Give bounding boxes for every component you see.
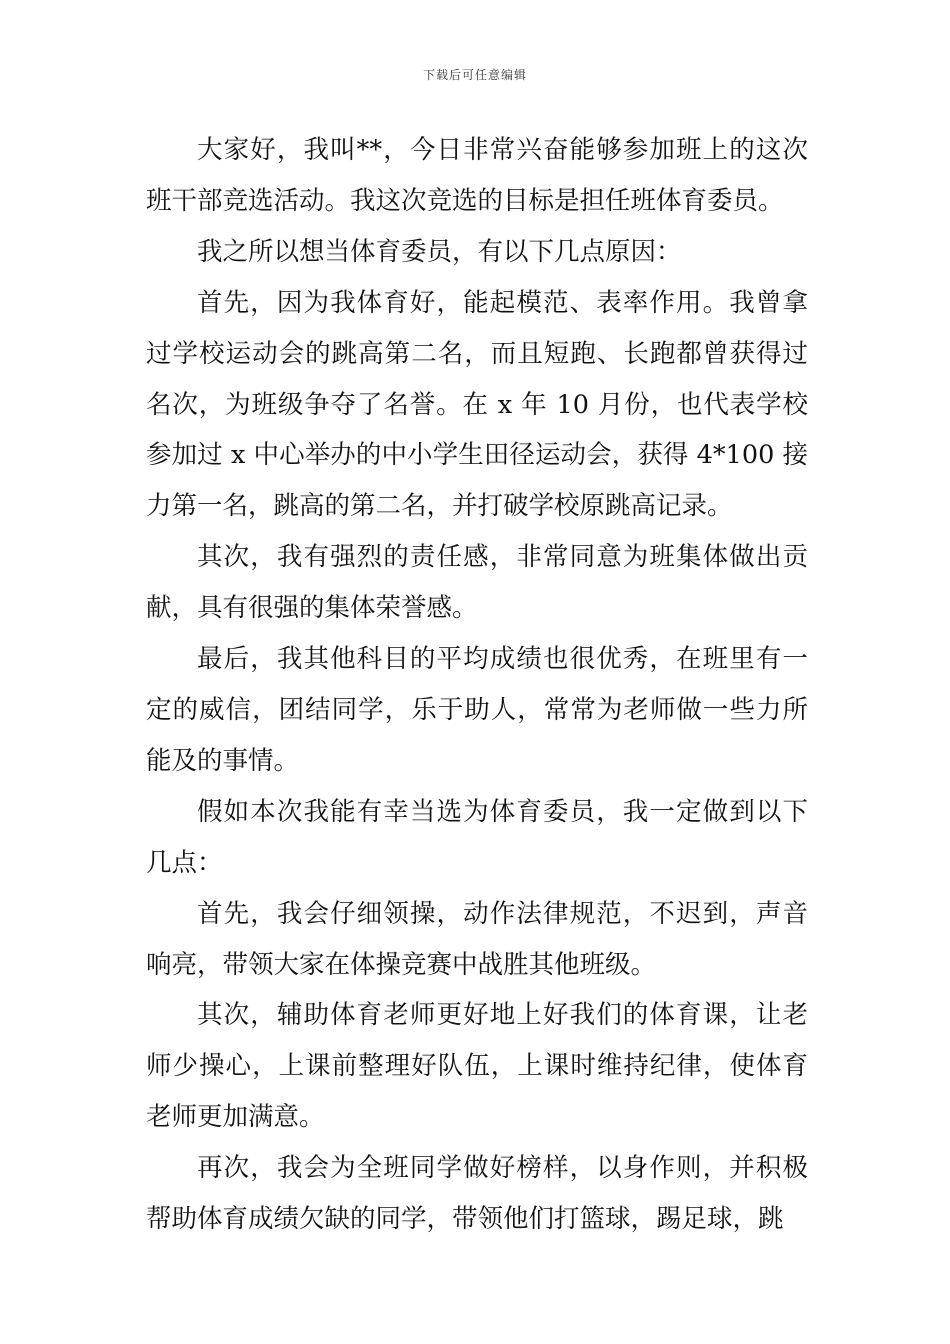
- paragraph-promise-second: 其次，辅助体育老师更好地上好我们的体育课，让老师少操心，上课前整理好队伍，上课时维持纪律，使体育老师更加满意。: [146, 1000, 808, 1133]
- paragraph-reason-first: 首先，因为我体育好，能起模范、表率作用。我曾拿过学校运动会的跳高第二名，而且短跑、长跑都曾获得过名次，为班级争夺了名誉。在 x 年 10 月份，也代表学校参加过 x 中心举办的中小学生田径运动会，获得 4*100 接力第一名，跳高的第二名，并打破学校原跳高记录。: [146, 287, 808, 522]
- paragraph-reason-second: 其次，我有强烈的责任感，非常同意为班集体做出贡献，具有很强的集体荣誉感。: [146, 542, 808, 624]
- header-note: 下载后可任意编辑: [422, 68, 527, 82]
- paragraph-reason-last: 最后，我其他科目的平均成绩也很优秀，在班里有一定的威信，团结同学，乐于助人，常常为老师做一些力所能及的事情。: [146, 644, 808, 776]
- paragraph-promises-intro: 假如本次我能有幸当选为体育委员，我一定做到以下几点：: [146, 796, 808, 878]
- paragraph-reasons-intro: 我之所以想当体育委员，有以下几点原因：: [197, 236, 682, 267]
- paragraph-promise-first: 首先，我会仔细领操，动作法律规范，不迟到，声音响亮，带领大家在体操竞赛中战胜其他班级。: [146, 898, 808, 980]
- paragraph-promise-third: 再次，我会为全班同学做好榜样，以身作则，并积极帮助体育成绩欠缺的同学，带领他们打篮球，踢足球，跳: [146, 1153, 808, 1235]
- paragraph-greeting: 大家好，我叫**，今日非常兴奋能够参加班上的这次班干部竞选活动。我这次竞选的目标是担任班体育委员。: [146, 135, 808, 216]
- document-body: [146, 125, 808, 1245]
